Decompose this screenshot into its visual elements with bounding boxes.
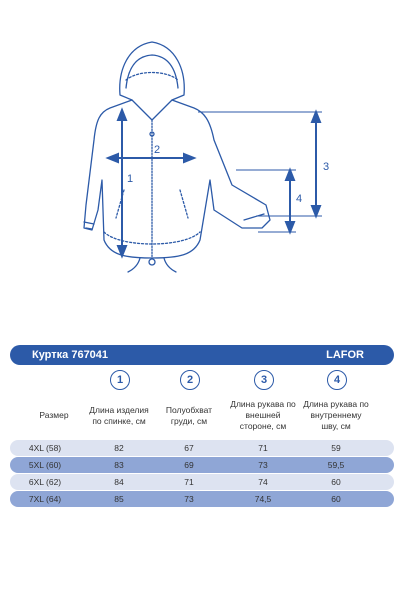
dim-label-3: 3 <box>323 161 330 173</box>
cell-size: 4XL (58) <box>28 443 62 453</box>
column-marker-3: 3 <box>254 370 274 390</box>
column-marker-1: 1 <box>110 370 130 390</box>
cell-chest: 73 <box>184 494 194 504</box>
dim-label-2: 2 <box>154 144 161 156</box>
cell-size: 7XL (64) <box>28 494 62 504</box>
header-col2: Полуобхват груди, см <box>165 405 213 426</box>
cell-sleeve-inner: 59,5 <box>327 460 345 470</box>
body-left <box>84 100 152 258</box>
dim-label-1: 1 <box>127 173 134 185</box>
cell-size: 6XL (62) <box>28 477 62 487</box>
table-row <box>10 440 394 456</box>
header-col3: Длина рукава по внешней стороне, см <box>230 399 296 431</box>
size-header: Размер <box>39 410 69 420</box>
product-title: Куртка 767041 <box>32 349 109 361</box>
column-marker-4: 4 <box>327 370 347 390</box>
column-marker-2: 2 <box>180 370 200 390</box>
cell-chest: 69 <box>184 460 194 470</box>
cell-length: 82 <box>114 443 124 453</box>
hood-outline <box>120 42 184 120</box>
cell-sleeve-outer: 74,5 <box>254 494 272 504</box>
cell-size: 5XL (60) <box>28 460 62 470</box>
header-col1: Длина изделия по спинке, см <box>89 405 149 426</box>
dim-label-4: 4 <box>296 193 303 205</box>
cell-length: 85 <box>114 494 124 504</box>
cell-chest: 71 <box>184 477 194 487</box>
pocket-right <box>180 190 188 218</box>
cell-length: 84 <box>114 477 124 487</box>
body-right <box>152 100 270 258</box>
table-row <box>10 491 394 507</box>
cell-chest: 67 <box>184 443 194 453</box>
cell-sleeve-inner: 60 <box>331 494 341 504</box>
table-row <box>10 457 394 473</box>
table-row <box>10 474 394 490</box>
cell-length: 83 <box>114 460 124 470</box>
hood-inner <box>126 55 178 88</box>
header-col4: Длина рукава по внутреннему шву, см <box>303 399 369 431</box>
brand-name: LAFOR <box>326 349 364 361</box>
cell-sleeve-outer: 71 <box>258 443 268 453</box>
cell-sleeve-inner: 59 <box>331 443 341 453</box>
cell-sleeve-outer: 74 <box>258 477 268 487</box>
cell-sleeve-outer: 73 <box>258 460 268 470</box>
cell-sleeve-inner: 60 <box>331 477 341 487</box>
title-banner <box>10 345 394 365</box>
